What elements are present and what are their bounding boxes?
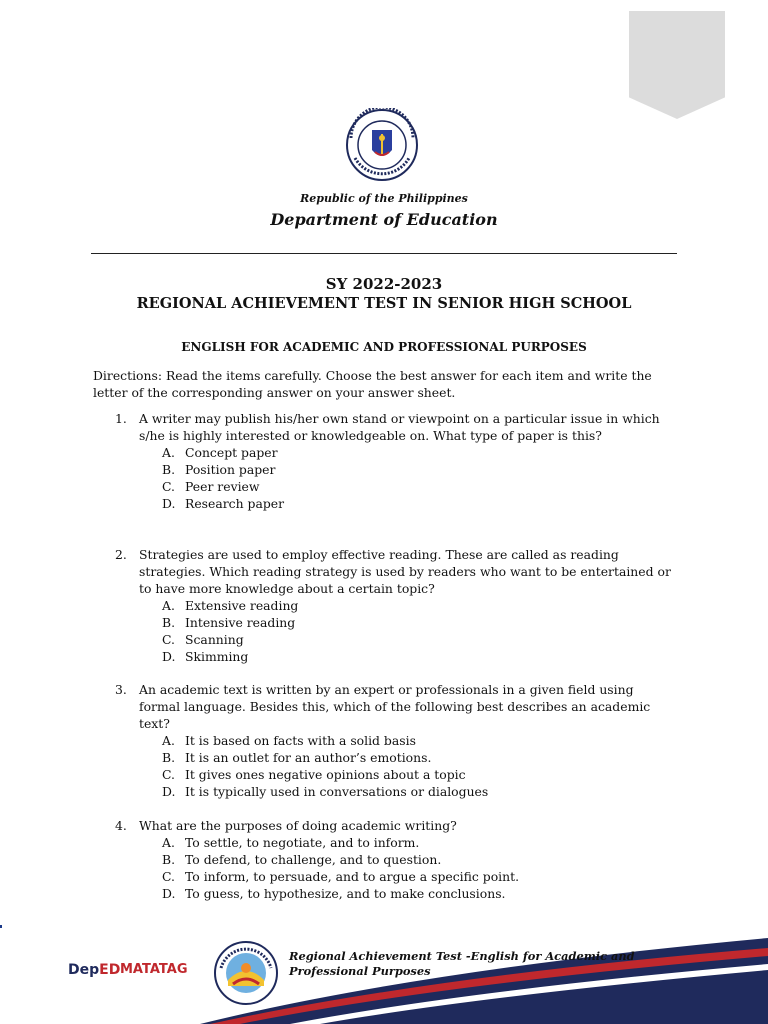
option-d: D. Research paper — [162, 496, 285, 511]
directions-text: Directions: Read the items carefully. Choose the best answer for each item and write the letter of the corresponding answer on your answer sheet. — [93, 368, 652, 400]
question-stem: Strategies are used to employ effective reading. These are called as reading strategies. Which reading strategy is used by readers who want to be entertained or to have more knowledge about a certain topic? — [139, 547, 671, 596]
question-item-3 — [115, 681, 677, 800]
question-number: 2. — [115, 547, 127, 562]
school-year-title: SY 2022-2023 — [325, 275, 443, 293]
option-list — [162, 444, 677, 512]
question-stem: An academic text is written by an expert or professionals in a given field using formal language. Besides this, which of the following best describes an academic text? — [139, 682, 651, 731]
question-number: 3. — [115, 682, 127, 697]
option-a: A. It is based on facts with a solid basis — [162, 733, 416, 748]
header-divider — [91, 253, 677, 254]
option-list — [162, 834, 677, 902]
option-b: B. It is an outlet for an author’s emotions. — [162, 750, 432, 765]
option-a: A. To settle, to negotiate, and to inform. — [162, 835, 420, 850]
option-a: A. Extensive reading — [162, 598, 299, 613]
option-c: C. It gives ones negative opinions about a topic — [162, 767, 466, 782]
question-item-4 — [115, 817, 677, 902]
regional-seal-logo — [213, 940, 279, 1006]
option-d: D. Skimming — [162, 649, 249, 664]
question-item-1 — [115, 410, 677, 512]
option-b: B. Intensive reading — [162, 615, 296, 630]
question-stem: What are the purposes of doing academic writing? — [139, 818, 457, 833]
subject-title: ENGLISH FOR ACADEMIC AND PROFESSIONAL PURPOSES — [181, 340, 587, 354]
bookmark-ribbon — [629, 11, 725, 119]
question-stem: A writer may publish his/her own stand or viewpoint on a particular issue in which s/he is highly interested or knowledgeable on. What type of paper is this? — [139, 411, 660, 443]
option-c: C. Scanning — [162, 632, 244, 647]
question-number: 1. — [115, 411, 127, 426]
republic-heading: Republic of the Philippines — [300, 192, 468, 205]
question-number: 4. — [115, 818, 127, 833]
option-d: D. It is typically used in conversations or dialogues — [162, 784, 489, 799]
option-list — [162, 732, 677, 800]
option-list — [162, 597, 677, 665]
margin-mark — [0, 925, 2, 928]
matatag-logo: MATATAG — [120, 962, 188, 977]
option-d: D. To guess, to hypothesize, and to make conclusions. — [162, 886, 506, 901]
option-b: B. To defend, to challenge, and to question. — [162, 852, 442, 867]
test-title: REGIONAL ACHIEVEMENT TEST IN SENIOR HIGH SCHOOL — [136, 295, 632, 312]
question-item-2 — [115, 546, 677, 665]
deped-logo: DepED — [68, 962, 121, 978]
deped-seal-logo — [339, 108, 425, 182]
option-b: B. Position paper — [162, 462, 276, 477]
department-heading: Department of Education — [270, 210, 498, 229]
option-c: C. To inform, to persuade, and to argue a specific point. — [162, 869, 520, 884]
footer-caption: Regional Achievement Test -English for Academic and Professional Purposes — [289, 949, 635, 978]
option-a: A. Concept paper — [162, 445, 278, 460]
option-c: C. Peer review — [162, 479, 260, 494]
